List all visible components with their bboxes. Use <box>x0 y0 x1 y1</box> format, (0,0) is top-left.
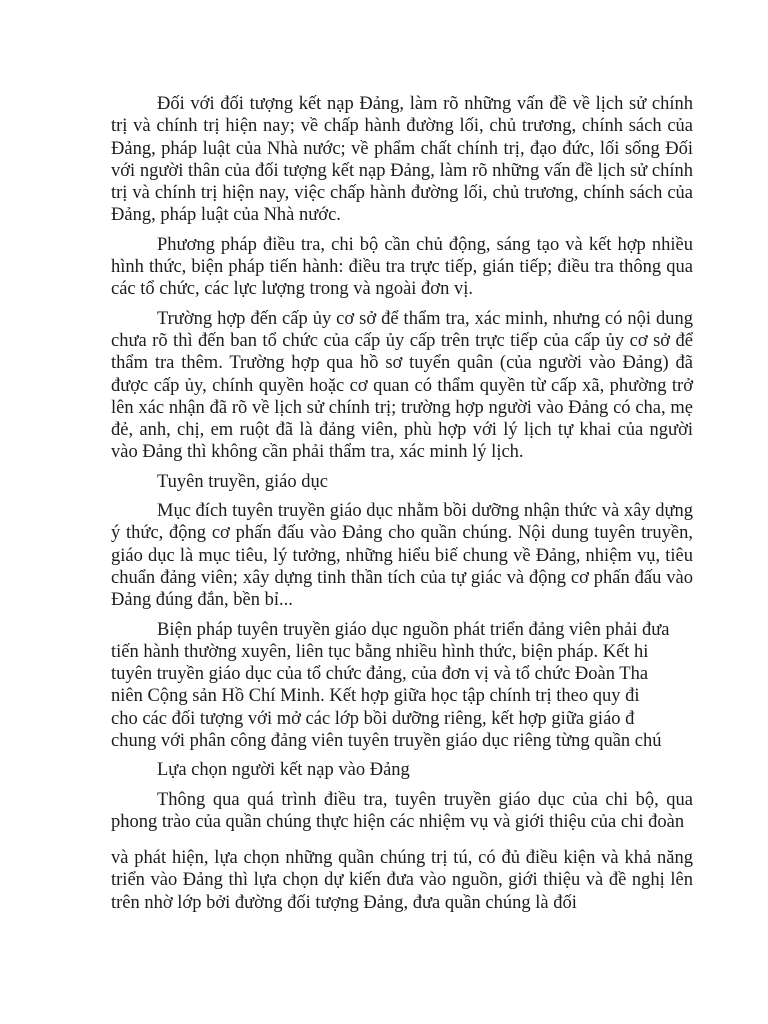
clipped-line: Biện pháp tuyên truyền giáo dục nguồn phát triển đảng viên phải đưa <box>157 619 670 640</box>
clipped-line: cho các đối tượng với mở các lớp bồi dưỡng riêng, kết hợp giữa giáo đ <box>111 708 635 729</box>
document-body-continued <box>111 847 693 921</box>
clipped-line: niên Cộng sản Hồ Chí Minh. Kết hợp giữa học tập chính trị theo quy đi <box>111 686 640 707</box>
paragraph-verification-cases: Trường hợp đến cấp ủy cơ sở để thẩm tra, xác minh, nhưng có nội dung chưa rõ thì đến ban tổ chức của cấp ủy cấp trên trực tiếp của cấp ủy cơ sở để thẩm tra thêm. Trường hợp qua hồ sơ tuyển quân (của người vào Đảng) đã được cấp ủy, chính quyền hoặc cơ quan có thẩm quyền từ cấp xã, phường trở lên xác nhận đã rõ về lịch sử chính trị; trường hợp người vào Đảng có cha, mẹ đẻ, anh, chị, em ruột đã là đảng viên, phù hợp với lý lịch tự khai của người vào Đảng thì không cần phải thẩm tra, xác minh lý lịch. <box>111 308 693 463</box>
paragraph-propaganda-purpose: Mục đích tuyên truyền giáo dục nhằm bồi dưỡng nhận thức và xây dựng ý thức, động cơ phấn đấu vào Đảng cho quần chúng. Nội dung tuyên truyền, giáo dục là mục tiêu, lý tưởng, những hiểu biế chung về Đảng, nhiệm vụ, tiêu chuẩn đảng viên; xây dựng tinh thần tích của tự giác và động cơ phấn đấu vào Đảng đúng đắn, bền bỉ... <box>111 501 693 611</box>
paragraph-propaganda-measures <box>111 619 693 753</box>
paragraph-selection-process: Thông qua quá trình điều tra, tuyên truyền giáo dục của chi bộ, qua phong trào của quần chúng thực hiện các nhiệm vụ và giới thiệu của chi đoàn <box>111 789 693 832</box>
section-heading-selection: Lựa chọn người kết nạp vào Đảng <box>157 760 410 781</box>
clipped-line: tiến hành thường xuyên, liên tục bằng nhiều hình thức, biện pháp. Kết hi <box>111 641 649 662</box>
section-heading-propaganda: Tuyên truyền, giáo dục <box>157 471 328 492</box>
paragraph-continued: và phát hiện, lựa chọn những quần chúng trị tú, có đủ điều kiện và khả năng triển vào Đảng thì lựa chọn dự kiến đưa vào nguồn, giới thiệu và đề nghị lên trên nhờ lớp bởi đường đối tượng Đảng, đưa quần chúng là đối <box>111 848 693 913</box>
clipped-line: tuyên truyền giáo dục của tổ chức đảng, của đơn vị và tổ chức Đoàn Tha <box>111 664 649 685</box>
paragraph-party-member-subject: Đối với đối tượng kết nạp Đảng, làm rõ những vấn đề về lịch sử chính trị và chính trị hiện nay; về chấp hành đường lối, chủ trương, chính sách của Đảng, pháp luật của Nhà nước; về phẩm chất chính trị, đạo đức, lối sống Đối với người thân của đối tượng kết nạp Đảng, làm rõ những vấn đề lịch sử chính trị và chính trị hiện nay, việc chấp hành đường lối, chủ trương, chính sách của Đảng, pháp luật của Nhà nước. <box>111 94 693 226</box>
clipped-line: chung với phân công đảng viên tuyên truyền giáo dục riêng từng quần chú <box>111 731 662 752</box>
paragraph-investigation-method: Phương pháp điều tra, chi bộ cần chủ động, sáng tạo và kết hợp nhiều hình thức, biện pháp tiến hành: điều tra trực tiếp, gián tiếp; điều tra thông qua các tổ chức, các lực lượng trong và ngoài đơn vị. <box>111 234 693 300</box>
document-body <box>111 93 693 840</box>
